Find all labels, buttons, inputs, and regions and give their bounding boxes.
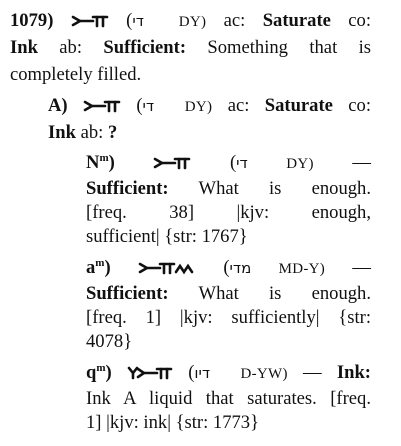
word-letter: $N^m$) bbox=[86, 152, 115, 173]
entry-concrete-value: Ink bbox=[10, 37, 38, 58]
word-n-line: sufficient| {str: 1767} bbox=[86, 226, 248, 247]
word-n-gloss-line: Sufficient: What is enough. bbox=[86, 178, 371, 199]
entry-definition-line: Ink ab: Sufficient: Something that is bbox=[10, 37, 371, 58]
word-a-gloss-line: Sufficient: What is enough. bbox=[86, 283, 371, 304]
transliteration: DY) bbox=[178, 14, 207, 30]
word-a-line: [freq. 1] |kjv: sufficiently| {str: bbox=[86, 307, 371, 328]
word-q-line: 1] |kjv: ink| {str: 1773} bbox=[86, 412, 260, 433]
ancient-hebrew-glyph-mdy bbox=[138, 261, 196, 275]
hebrew-text: דיו bbox=[194, 364, 211, 382]
transliteration: MD-Y) bbox=[278, 261, 326, 277]
transliteration: DY) bbox=[184, 99, 213, 115]
entry-action-value: Saturate bbox=[262, 10, 331, 31]
em-dash: — bbox=[352, 152, 371, 173]
entry-header-line: 1079) (די DY) ac: Saturate co: bbox=[10, 10, 371, 31]
word-n-line: [freq. 38] |kjv: enough, bbox=[86, 202, 371, 223]
transliteration: DY) bbox=[286, 156, 314, 172]
word-a-header: $a^m$) (מדי MD-Y) — bbox=[86, 257, 372, 278]
subentry-label: A) bbox=[48, 95, 68, 116]
hebrew-text: די bbox=[236, 154, 248, 172]
subentry-abstract-value: ? bbox=[107, 122, 118, 143]
subentry-action-value: Saturate bbox=[264, 95, 333, 116]
entry-abstract-value: Sufficient: bbox=[103, 37, 187, 58]
word-letter: $q^m$) bbox=[86, 362, 112, 383]
em-dash: — bbox=[352, 257, 372, 278]
word-gloss: Sufficient: bbox=[86, 178, 169, 199]
em-dash: — bbox=[303, 362, 322, 383]
transliteration: D-YW) bbox=[240, 366, 288, 382]
ancient-hebrew-glyph-dyw bbox=[127, 366, 173, 380]
ancient-hebrew-glyph-dy bbox=[153, 156, 191, 170]
entry-number: 1079) bbox=[10, 10, 54, 31]
word-gloss: Ink: bbox=[336, 362, 371, 383]
subentry-concrete-value: Ink bbox=[48, 122, 76, 143]
word-letter: $a^m$) bbox=[86, 257, 111, 278]
subentry-definition-line: Ink ab: ? bbox=[48, 122, 118, 143]
ancient-hebrew-glyph-dy bbox=[83, 99, 121, 113]
word-q-header: $q^m$) (דיו D-YW) — Ink: bbox=[86, 362, 371, 383]
word-n-header: $N^m$) (די DY) — bbox=[86, 152, 371, 173]
hebrew-text: די bbox=[142, 97, 155, 115]
word-gloss: Sufficient: bbox=[86, 283, 169, 304]
word-a-line: 4078} bbox=[86, 331, 133, 352]
subentry-header-line: A) (די DY) ac: Saturate co: bbox=[48, 95, 371, 116]
hebrew-text: די bbox=[132, 12, 144, 30]
word-q-line: Ink A liquid that saturates. [freq. bbox=[86, 388, 371, 409]
entry-definition-line-2: completely filled. bbox=[10, 64, 142, 85]
ancient-hebrew-glyph-dy bbox=[71, 14, 109, 28]
hebrew-text: מדי bbox=[229, 259, 252, 277]
